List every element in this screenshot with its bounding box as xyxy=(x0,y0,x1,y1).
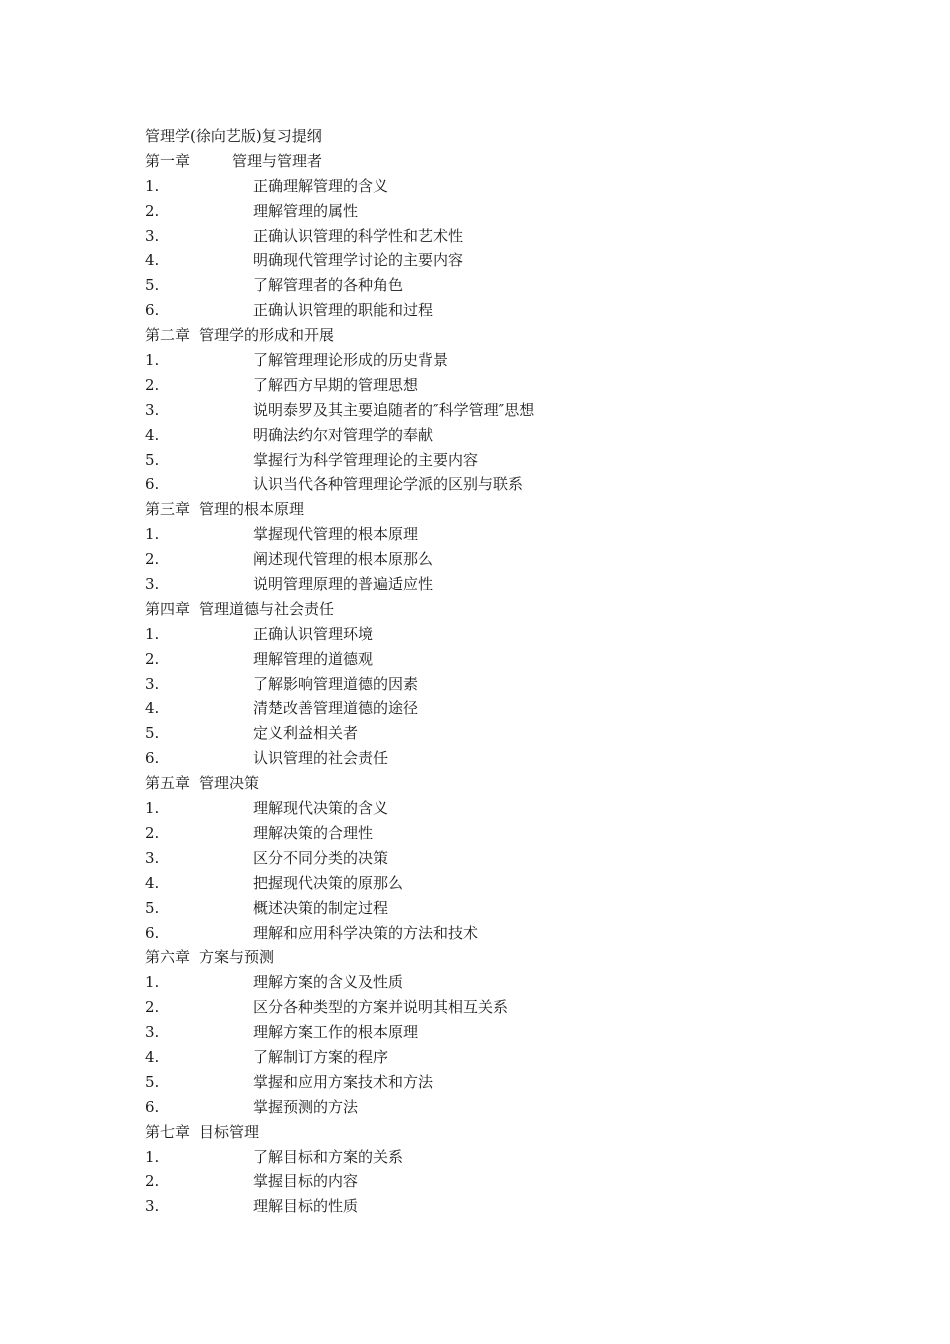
item-number: 1. xyxy=(145,624,160,643)
item-number: 6. xyxy=(145,301,160,320)
chapter-label: 第三章 xyxy=(145,500,191,519)
outline-item xyxy=(145,1145,865,1170)
item-text: 理解管理的道德观 xyxy=(253,649,374,668)
chapter-title: 方案与预测 xyxy=(199,948,275,967)
item-number: 2. xyxy=(145,823,160,842)
chapter-title: 管理的根本原理 xyxy=(199,500,305,519)
outline-item xyxy=(145,398,865,423)
item-number: 3. xyxy=(145,400,160,419)
item-number: 2. xyxy=(145,649,160,668)
item-text: 区分不同分类的决策 xyxy=(253,848,389,867)
outline-item xyxy=(145,696,865,721)
item-number: 3. xyxy=(145,1023,160,1042)
item-number: 6. xyxy=(145,923,160,942)
outline-item xyxy=(145,846,865,871)
item-number: 2. xyxy=(145,998,160,1017)
item-number: 3. xyxy=(145,226,160,245)
item-number: 6. xyxy=(145,749,160,768)
item-text: 正确认识管理环境 xyxy=(253,624,374,643)
outline-item xyxy=(145,472,865,497)
item-number: 2. xyxy=(145,550,160,569)
chapter-label: 第二章 xyxy=(145,326,191,345)
item-number: 5. xyxy=(145,1072,160,1091)
item-text: 定义利益相关者 xyxy=(253,724,359,743)
item-number: 1. xyxy=(145,973,160,992)
item-text: 了解管理者的各种角色 xyxy=(253,276,404,295)
outline-item xyxy=(145,896,865,921)
outline-item xyxy=(145,921,865,946)
item-number: 2. xyxy=(145,1172,160,1191)
item-text: 掌握行为科学管理理论的主要内容 xyxy=(253,450,479,469)
item-number: 5. xyxy=(145,724,160,743)
item-text: 理解管理的属性 xyxy=(253,201,359,220)
item-number: 3. xyxy=(145,575,160,594)
item-text: 理解方案工作的根本原理 xyxy=(253,1023,419,1042)
outline-item xyxy=(145,248,865,273)
item-text: 了解管理理论形成的历史背景 xyxy=(253,351,449,370)
item-text: 正确认识管理的科学性和艺术性 xyxy=(253,226,464,245)
outline-item xyxy=(145,448,865,473)
chapter-title: 管理道德与社会责任 xyxy=(199,599,335,618)
item-number: 2. xyxy=(145,375,160,394)
item-text: 掌握和应用方案技术和方法 xyxy=(253,1072,434,1091)
item-number: 4. xyxy=(145,425,160,444)
chapter-label: 第一章 xyxy=(145,151,191,170)
item-text: 阐述现代管理的根本原那么 xyxy=(253,550,434,569)
outline-item xyxy=(145,1020,865,1045)
outline-item xyxy=(145,174,865,199)
item-number: 5. xyxy=(145,276,160,295)
item-number: 2. xyxy=(145,201,160,220)
item-text: 正确认识管理的职能和过程 xyxy=(253,301,434,320)
item-text: 理解方案的含义及性质 xyxy=(253,973,404,992)
chapter-label: 第五章 xyxy=(145,774,191,793)
chapter-heading xyxy=(145,597,865,622)
item-text: 掌握现代管理的根本原理 xyxy=(253,525,419,544)
outline-item xyxy=(145,224,865,249)
outline-item xyxy=(145,995,865,1020)
outline-item xyxy=(145,672,865,697)
chapter-title: 管理与管理者 xyxy=(232,151,323,170)
outline-item xyxy=(145,1169,865,1194)
outline-item xyxy=(145,522,865,547)
item-text: 理解和应用科学决策的方法和技术 xyxy=(253,923,479,942)
item-text: 了解影响管理道德的因素 xyxy=(253,674,419,693)
item-text: 了解西方早期的管理思想 xyxy=(253,375,419,394)
doc-title: 管理学(徐向艺版)复习提纲 xyxy=(145,127,322,145)
chapter-label: 第七章 xyxy=(145,1122,191,1141)
item-text: 概述决策的制定过程 xyxy=(253,898,389,917)
item-text: 正确理解管理的含义 xyxy=(253,176,389,195)
item-number: 1. xyxy=(145,1147,160,1166)
outline-item xyxy=(145,1045,865,1070)
outline-item xyxy=(145,1095,865,1120)
chapter-heading xyxy=(145,497,865,522)
chapter-label: 第六章 xyxy=(145,948,191,967)
outline-item xyxy=(145,647,865,672)
item-number: 5. xyxy=(145,450,160,469)
item-text: 说明泰罗及其主要追随者的″科学管理″思想 xyxy=(253,400,535,419)
item-number: 3. xyxy=(145,848,160,867)
item-text: 清楚改善管理道德的途径 xyxy=(253,699,419,718)
outline-item xyxy=(145,298,865,323)
item-text: 了解制订方案的程序 xyxy=(253,1047,389,1066)
item-text: 说明管理原理的普遍适应性 xyxy=(253,575,434,594)
item-text: 理解目标的性质 xyxy=(253,1197,359,1216)
outline-item xyxy=(145,199,865,224)
outline-item xyxy=(145,796,865,821)
item-number: 1. xyxy=(145,525,160,544)
outline-item xyxy=(145,373,865,398)
outline-item xyxy=(145,273,865,298)
outline-item xyxy=(145,547,865,572)
item-number: 4. xyxy=(145,251,160,270)
item-text: 掌握预测的方法 xyxy=(253,1097,359,1116)
outline-item xyxy=(145,423,865,448)
chapter-heading xyxy=(145,149,865,174)
item-text: 掌握目标的内容 xyxy=(253,1172,359,1191)
outline-item xyxy=(145,871,865,896)
chapter-heading xyxy=(145,945,865,970)
item-text: 认识管理的社会责任 xyxy=(253,749,389,768)
item-text: 把握现代决策的原那么 xyxy=(253,873,404,892)
document-body xyxy=(145,124,865,1219)
item-text: 认识当代各种管理理论学派的区别与联系 xyxy=(253,475,524,494)
item-number: 1. xyxy=(145,351,160,370)
chapter-title: 目标管理 xyxy=(199,1122,260,1141)
outline-item xyxy=(145,970,865,995)
item-number: 1. xyxy=(145,799,160,818)
chapter-list xyxy=(145,149,865,1219)
item-text: 理解决策的合理性 xyxy=(253,823,374,842)
item-text: 理解现代决策的含义 xyxy=(253,799,389,818)
item-text: 了解目标和方案的关系 xyxy=(253,1147,404,1166)
chapter-label: 第四章 xyxy=(145,599,191,618)
item-number: 1. xyxy=(145,176,160,195)
chapter-heading xyxy=(145,771,865,796)
outline-item xyxy=(145,348,865,373)
item-number: 6. xyxy=(145,1097,160,1116)
outline-item xyxy=(145,1194,865,1219)
item-number: 4. xyxy=(145,873,160,892)
item-number: 3. xyxy=(145,1197,160,1216)
item-text: 区分各种类型的方案并说明其相互关系 xyxy=(253,998,509,1017)
outline-item xyxy=(145,572,865,597)
item-text: 明确法约尔对管理学的奉献 xyxy=(253,425,434,444)
chapter-heading xyxy=(145,1120,865,1145)
chapter-title: 管理学的形成和开展 xyxy=(199,326,335,345)
item-number: 4. xyxy=(145,699,160,718)
item-text: 明确现代管理学讨论的主要内容 xyxy=(253,251,464,270)
outline-item xyxy=(145,821,865,846)
item-number: 4. xyxy=(145,1047,160,1066)
outline-item xyxy=(145,746,865,771)
item-number: 5. xyxy=(145,898,160,917)
outline-item xyxy=(145,721,865,746)
chapter-title: 管理决策 xyxy=(199,774,260,793)
outline-item xyxy=(145,1070,865,1095)
chapter-heading xyxy=(145,323,865,348)
outline-item xyxy=(145,622,865,647)
item-number: 6. xyxy=(145,475,160,494)
item-number: 3. xyxy=(145,674,160,693)
